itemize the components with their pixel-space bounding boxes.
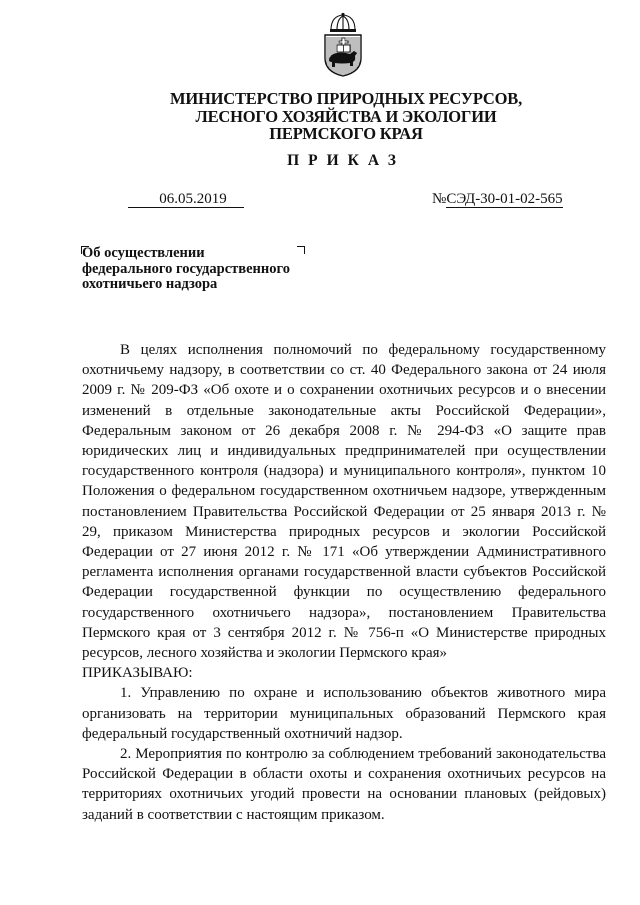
subject-line: Об осуществлении: [82, 245, 205, 261]
coat-of-arms-icon: [320, 12, 366, 78]
order-word: ПРИКАЗЫВАЮ:: [82, 665, 193, 682]
order-item: 2. Мероприятия по контролю за соблюдением требований законодательства Российской Федерации в области охоты и сохранения охотничьих ресурсов на территориях охотничьих угодий провести на основании плановых (рейдовых) заданий в соответствии с настоящим приказом.: [82, 746, 606, 823]
organization-name: [150, 90, 542, 143]
organization-name-line: ПЕРМСКОГО КРАЯ: [269, 124, 423, 143]
document-date: 06.05.2019: [128, 191, 244, 208]
order-item: 1. Управлению по охране и использованию объектов животного мира организовать на территории муниципальных образований Пермского края федеральный государственный охотничий надзор.: [82, 685, 606, 742]
organization-name-line: ЛЕСНОГО ХОЗЯЙСТВА И ЭКОЛОГИИ: [195, 106, 497, 126]
document-number: [432, 191, 563, 207]
preamble-paragraph: В целях исполнения полномочий по федеральному государственному охотничьему надзору, в соответствии со ст. 40 Федерального закона от 24 июля 2009 г. № 209-ФЗ «Об охоте и о сохранении охотничьих ресурсов и о внесении изменений в отдельные законодательные акты Российской Федерации», Федеральным законом от 26 декабря 2008 г. № 294-ФЗ «О защите прав юридических лиц и индивидуальных предпринимателей при осуществлении государственного контроля (надзора) и муниципального контроля», пунктом 10 Положения о федеральном государственном охотничьем надзоре, утвержденным постановлением Правительства Российской Федерации от 25 января 2013 г. № 29, приказом Министерства природных ресурсов и экологии Российской Федерации от 27 июня 2012 г. № 171 «Об утверждении Административного регламента исполнения органами государственной власти субъектов Российской Федерации государственной функции по осуществлению федерального государственного охотничьего надзора», постановлением Правительства Пермского края от 3 сентября 2012 г. № 756-п «О Министерстве природных ресурсов, лесного хозяйства и экологии Пермского края»: [82, 342, 606, 662]
number-sign: №: [432, 191, 447, 207]
document-type: ПРИКАЗ: [287, 152, 405, 169]
subject-line: охотничьего надзора: [82, 276, 218, 292]
document-body: [82, 340, 606, 825]
document-number-value: СЭД-30-01-02-565: [446, 191, 563, 207]
document-subject: [82, 246, 322, 293]
subject-line: федерального государственного: [82, 260, 290, 277]
organization-name-line: МИНИСТЕРСТВО ПРИРОДНЫХ РЕСУРСОВ,: [170, 89, 522, 108]
